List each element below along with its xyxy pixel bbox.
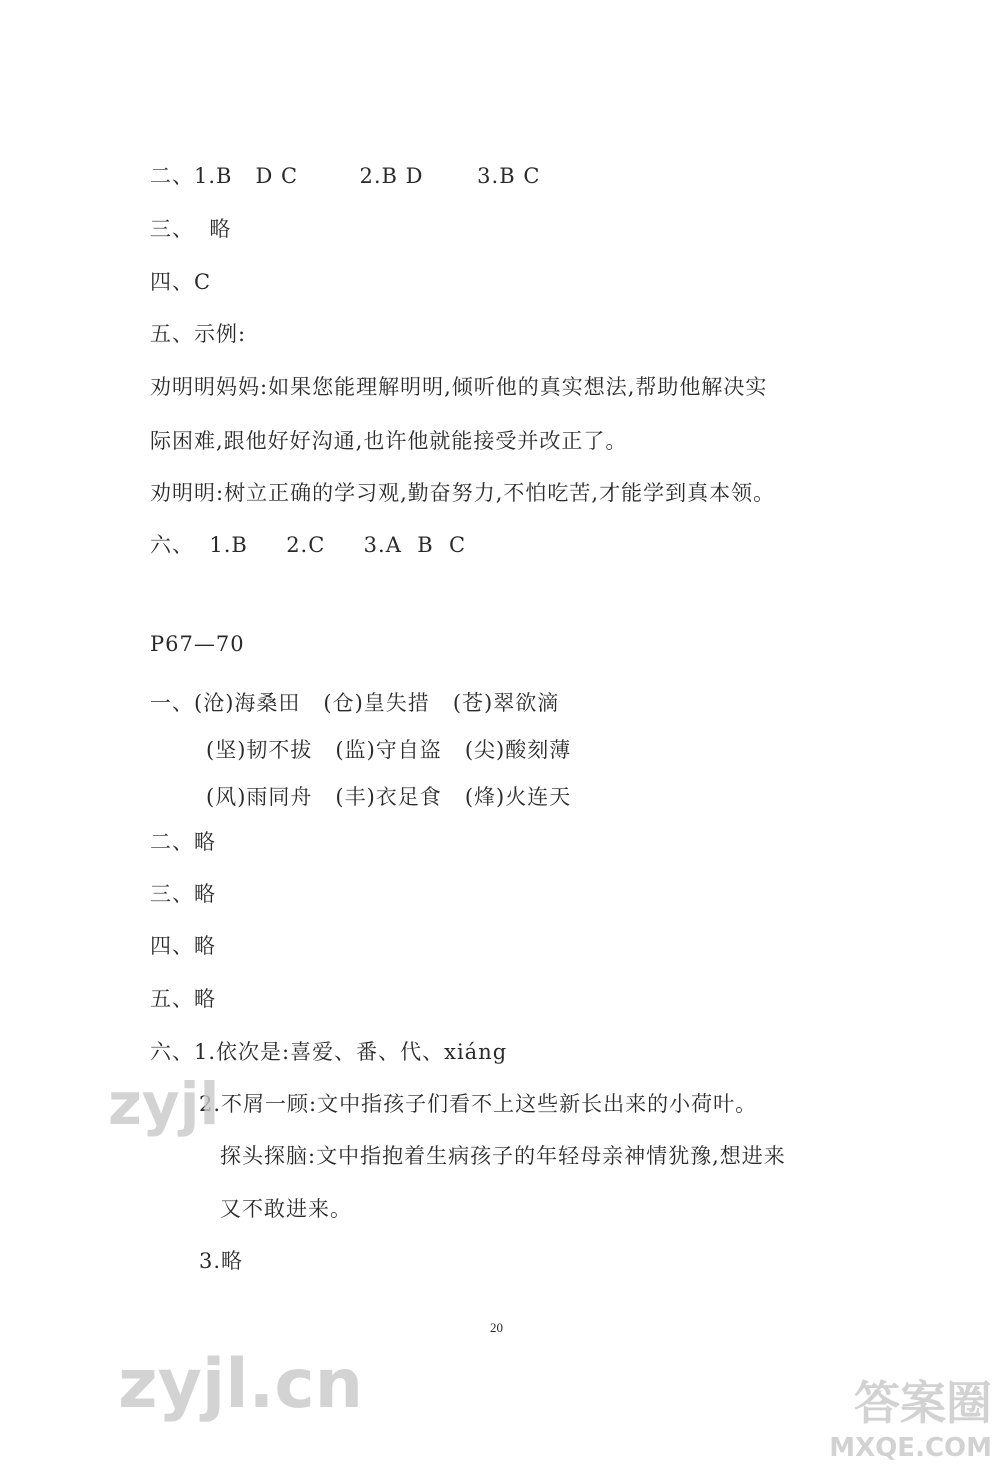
answer-line: 三、略: [150, 882, 216, 906]
answer-line: 一、(沧)海桑田 (仓)皇失措 (苍)翠欲滴: [150, 691, 560, 715]
section-heading: P67—70: [150, 632, 245, 656]
answer-line: 二、略: [150, 830, 216, 854]
watermark-logo-url: MXQE.COM: [829, 1433, 992, 1463]
answer-line: 际困难,跟他好好沟通,也许他就能接受并改正了。: [150, 429, 628, 453]
answer-line: (风)雨同舟 (丰)衣足食 (烽)火连天: [206, 785, 572, 809]
answer-line: 又不敢进来。: [220, 1197, 352, 1221]
watermark-logo-title: 答案圈: [854, 1376, 992, 1430]
answer-line: 四、略: [150, 934, 216, 958]
answer-line: 五、略: [150, 987, 216, 1011]
answer-line: (坚)韧不拔 (监)守自盗 (尖)酸刻薄: [206, 738, 572, 762]
watermark-logo: [829, 1367, 992, 1463]
answer-line: 三、 略: [150, 217, 232, 241]
answer-line: 3.略: [199, 1249, 244, 1273]
page-number: 20: [490, 1320, 503, 1335]
answer-line: 探头探脑:文中指抱着生病孩子的年轻母亲神情犹豫,想进来: [220, 1144, 786, 1168]
answer-line: 劝明明:树立正确的学习观,勤奋努力,不怕吃苦,才能学到真本领。: [150, 481, 776, 505]
answer-line: 六、1.依次是:喜爱、番、代、xiáng: [150, 1040, 508, 1064]
answer-line: 二、1.B D C 2.B D 3.B C: [150, 164, 541, 188]
watermark-bottom: zyjl.cn: [118, 1345, 364, 1424]
answer-line: 六、 1.B 2.C 3.A B C: [150, 533, 467, 557]
answer-line: 五、示例:: [150, 322, 247, 346]
answer-line: 劝明明妈妈:如果您能理解明明,倾听他的真实想法,帮助他解决实: [150, 375, 768, 399]
watermark-mid: zyjl: [108, 1070, 220, 1138]
answer-line: 四、C: [150, 270, 212, 294]
answer-line: 2.不屑一顾:文中指孩子们看不上这些新长出来的小荷叶。: [199, 1092, 758, 1116]
